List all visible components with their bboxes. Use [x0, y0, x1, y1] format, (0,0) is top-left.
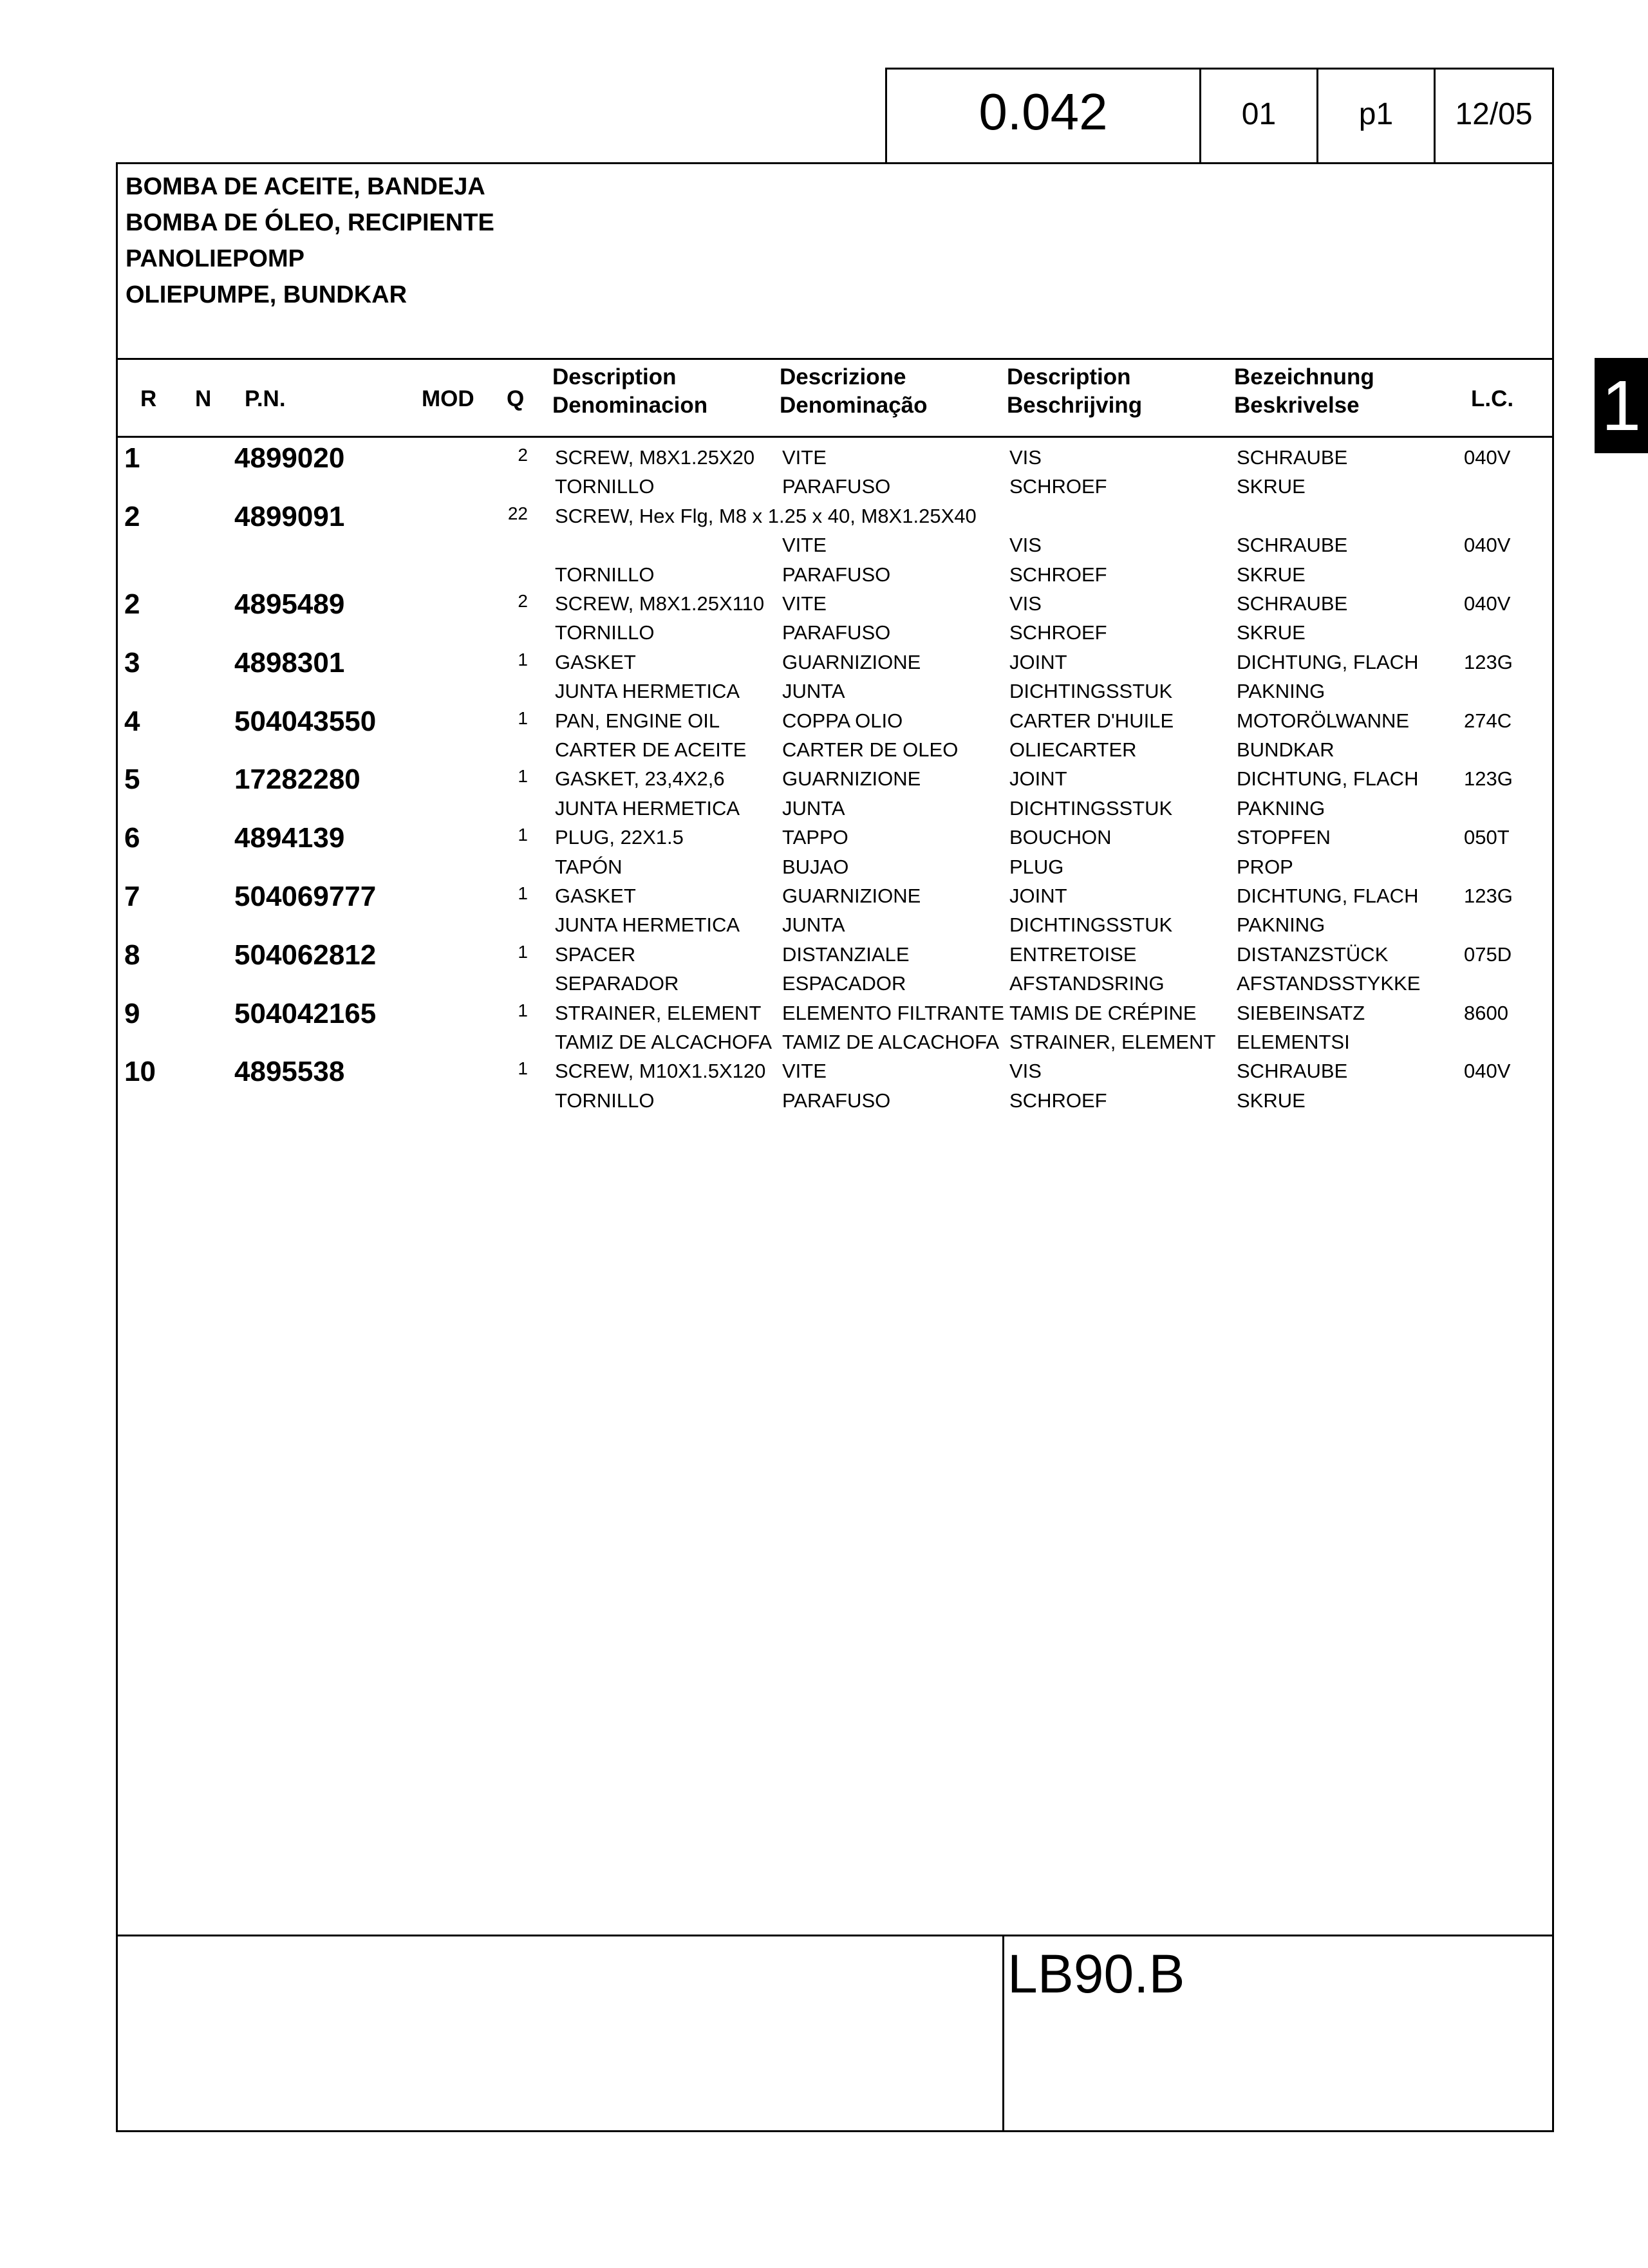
part-number: 504069777	[234, 881, 377, 912]
part-description-line1: COPPA OLIO	[782, 709, 903, 732]
part-quantity: 1	[518, 1058, 528, 1079]
part-quantity: 1	[518, 1000, 528, 1020]
part-description-line2: DICHTINGSSTUK	[1009, 680, 1173, 703]
part-lc: 8600	[1464, 1001, 1508, 1024]
part-description-line2: PROP	[1237, 855, 1293, 878]
header-sheet: 01	[1241, 97, 1277, 131]
part-description-line1: GUARNIZIONE	[782, 767, 921, 791]
part-lc: 040V	[1464, 446, 1511, 469]
part-quantity: 1	[518, 825, 528, 845]
footer-rule	[116, 1935, 1554, 1936]
part-quantity: 22	[507, 503, 528, 523]
part-ref: 4	[124, 705, 140, 737]
part-quantity: 1	[518, 708, 528, 728]
part-description-line2: JUNTA HERMETICA	[555, 680, 740, 703]
part-description-line2: SKRUE	[1237, 1089, 1306, 1112]
part-ref: 6	[124, 822, 140, 854]
part-long-description: SCREW, Hex Flg, M8 x 1.25 x 40, M8X1.25X40	[555, 504, 977, 527]
part-description-line2: JUNTA	[782, 680, 845, 703]
part-description-line2: JUNTA	[782, 914, 845, 937]
part-description-line2: SCHROEF	[1009, 475, 1107, 498]
part-description-line1: VIS	[1009, 1060, 1042, 1083]
part-description-line2: ESPACADOR	[782, 972, 906, 995]
part-description-line2: CARTER DE ACEITE	[555, 738, 747, 761]
part-description-line1: TAMIS DE CRÉPINE	[1009, 1001, 1197, 1024]
part-description-line2: SEPARADOR	[555, 972, 679, 995]
col-desc-it: Descrizione	[780, 364, 906, 389]
part-description-line1: SPACER	[555, 942, 636, 966]
part-description-line2: PLUG	[1009, 855, 1064, 878]
part-description-line2: PARAFUSO	[782, 1089, 891, 1112]
part-description-line2: BUNDKAR	[1237, 738, 1334, 761]
part-lc: 040V	[1464, 534, 1511, 557]
col-desc-da: Beskrivelse	[1234, 393, 1360, 418]
part-description-line1: JOINT	[1009, 767, 1067, 791]
part-description-line1: GUARNIZIONE	[782, 650, 921, 673]
part-number: 504043550	[234, 705, 377, 737]
header-code: 0.042	[979, 83, 1108, 140]
part-description-line1: GASKET	[555, 885, 636, 907]
part-quantity: 2	[518, 591, 528, 611]
part-description-line2: SKRUE	[1237, 621, 1306, 644]
part-description-line1: DICHTUNG, FLACH	[1237, 650, 1419, 673]
col-desc-en: Description	[552, 364, 677, 389]
part-description-line1: ENTRETOISE	[1009, 942, 1137, 966]
part-description-line2: SKRUE	[1237, 563, 1306, 586]
part-number: 4895489	[234, 588, 345, 620]
part-description-line2: SCHROEF	[1009, 1089, 1107, 1112]
part-description-line1: TAPPO	[782, 826, 848, 849]
part-number: 4899020	[234, 442, 345, 474]
part-description-line2: JUNTA HERMETICA	[555, 796, 740, 820]
part-description-line2: DICHTINGSSTUK	[1009, 796, 1173, 820]
title-pt: BOMBA DE ÓLEO, RECIPIENTE	[126, 209, 494, 236]
col-mod: MOD	[422, 386, 474, 411]
section-tab: 1	[1595, 358, 1648, 453]
title-es: BOMBA DE ACEITE, BANDEJA	[126, 173, 485, 200]
part-description-line1: DICHTUNG, FLACH	[1237, 767, 1419, 791]
part-description-line1: STRAINER, ELEMENT	[555, 1001, 762, 1024]
part-quantity: 1	[518, 766, 528, 787]
part-description-line1: GASKET, 23,4X2,6	[555, 767, 725, 791]
part-lc: 040V	[1464, 1060, 1511, 1083]
part-description-line2: PAKNING	[1237, 796, 1325, 820]
footer-divider	[1002, 1935, 1004, 2132]
col-desc-nl: Beschrijving	[1007, 393, 1143, 418]
part-lc: 123G	[1464, 885, 1513, 907]
part-description-line2: CARTER DE OLEO	[782, 738, 959, 761]
part-description-line2: JUNTA	[782, 796, 845, 820]
part-description-line1: VIS	[1009, 534, 1042, 557]
part-description-line2: TORNILLO	[555, 621, 655, 644]
part-description-line2: PARAFUSO	[782, 475, 891, 498]
part-description-line1: DISTANZSTÜCK	[1237, 942, 1389, 966]
part-lc: 123G	[1464, 767, 1513, 791]
part-description-line2: SCHROEF	[1009, 563, 1107, 586]
part-quantity: 1	[518, 883, 528, 903]
column-header-top-rule	[116, 358, 1554, 360]
part-description-line2: AFSTANDSSTYKKE	[1237, 972, 1421, 995]
header-date: 12/05	[1455, 97, 1533, 131]
part-ref: 7	[124, 881, 140, 912]
part-description-line2: JUNTA HERMETICA	[555, 914, 740, 937]
part-description-line2: SKRUE	[1237, 475, 1306, 498]
part-description-line1: SCHRAUBE	[1237, 592, 1348, 615]
part-ref: 3	[124, 646, 140, 679]
part-description-line2: TORNILLO	[555, 475, 655, 498]
part-description-line2: SCHROEF	[1009, 621, 1107, 644]
part-lc: 050T	[1464, 826, 1510, 849]
part-description-line1: VITE	[782, 446, 827, 469]
part-description-line2: ELEMENTSI	[1237, 1031, 1350, 1053]
part-description-line1: GUARNIZIONE	[782, 885, 921, 907]
col-pn: P.N.	[245, 386, 286, 411]
part-description-line1: JOINT	[1009, 885, 1067, 907]
col-q: Q	[507, 386, 525, 411]
part-description-line1: GASKET	[555, 650, 636, 673]
part-description-line2: OLIECARTER	[1009, 738, 1137, 761]
column-header-bottom-rule	[116, 436, 1554, 438]
part-description-line2: PAKNING	[1237, 914, 1325, 937]
col-lc: L.C.	[1471, 386, 1514, 411]
part-ref: 1	[124, 442, 140, 474]
part-description-line1: SCREW, M10X1.5X120	[555, 1060, 766, 1083]
part-description-line1: CARTER D'HUILE	[1009, 709, 1174, 732]
part-description-line2: PAKNING	[1237, 680, 1325, 703]
part-description-line2: TAMIZ DE ALCACHOFA	[555, 1031, 772, 1053]
part-description-line1: SCREW, M8X1.25X20	[555, 446, 755, 469]
part-description-line2: TORNILLO	[555, 1089, 655, 1112]
part-description-line2: PARAFUSO	[782, 563, 891, 586]
part-description-line1: PLUG, 22X1.5	[555, 826, 684, 849]
part-description-line1: ELEMENTO FILTRANTE	[782, 1001, 1005, 1024]
part-description-line2: STRAINER, ELEMENT	[1009, 1031, 1216, 1053]
part-ref: 8	[124, 939, 140, 971]
part-number: 504062812	[234, 939, 377, 971]
col-desc-es: Denominacion	[552, 393, 708, 418]
part-lc: 274C	[1464, 709, 1512, 732]
part-description-line1: DICHTUNG, FLACH	[1237, 885, 1419, 907]
part-description-line1: VITE	[782, 592, 827, 615]
part-ref: 9	[124, 997, 140, 1029]
part-description-line2: PARAFUSO	[782, 621, 891, 644]
part-description-line2: TAMIZ DE ALCACHOFA	[782, 1031, 1000, 1053]
title-da: OLIEPUMPE, BUNDKAR	[126, 281, 407, 308]
col-r: R	[140, 386, 157, 411]
part-ref: 10	[124, 1056, 156, 1088]
part-description-line1: SCHRAUBE	[1237, 446, 1348, 469]
part-description-line1: STOPFEN	[1237, 826, 1331, 849]
col-desc-de: Bezeichnung	[1234, 364, 1374, 389]
part-number: 4899091	[234, 500, 345, 532]
part-lc: 075D	[1464, 942, 1512, 966]
part-quantity: 1	[518, 941, 528, 962]
col-desc-pt: Denominação	[780, 393, 928, 418]
part-description-line1: MOTORÖLWANNE	[1237, 709, 1410, 732]
part-description-line1: JOINT	[1009, 650, 1067, 673]
part-description-line1: SCHRAUBE	[1237, 534, 1348, 557]
part-ref: 5	[124, 764, 140, 796]
part-number: 4895538	[234, 1056, 345, 1088]
part-description-line2: BUJAO	[782, 855, 849, 878]
part-ref: 2	[124, 500, 140, 532]
part-description-line2: TORNILLO	[555, 563, 655, 586]
part-number: 17282280	[234, 764, 360, 796]
part-number: 4894139	[234, 822, 345, 854]
title-nl: PANOLIEPOMP	[126, 245, 304, 272]
part-description-line1: BOUCHON	[1009, 826, 1112, 849]
part-number: 4898301	[234, 646, 345, 679]
header-page: p1	[1358, 97, 1394, 131]
col-desc-fr: Description	[1007, 364, 1131, 389]
part-description-line1: PAN, ENGINE OIL	[555, 709, 720, 732]
part-number: 504042165	[234, 997, 377, 1029]
col-n: N	[195, 386, 212, 411]
part-ref: 2	[124, 588, 140, 620]
part-description-line1: VITE	[782, 1060, 827, 1083]
part-lc: 040V	[1464, 592, 1511, 615]
part-description-line2: AFSTANDSRING	[1009, 972, 1165, 995]
part-lc: 123G	[1464, 650, 1513, 673]
part-quantity: 1	[518, 649, 528, 670]
part-description-line1: VITE	[782, 534, 827, 557]
part-description-line2: DICHTINGSSTUK	[1009, 914, 1173, 937]
part-description-line2: TAPÓN	[555, 855, 623, 878]
part-description-line1: SCREW, M8X1.25X110	[555, 592, 765, 615]
model-code: LB90.B	[1007, 1944, 1185, 2004]
part-description-line1: SIEBEINSATZ	[1237, 1001, 1365, 1024]
part-description-line1: SCHRAUBE	[1237, 1060, 1348, 1083]
part-description-line1: VIS	[1009, 446, 1042, 469]
part-description-line1: DISTANZIALE	[782, 942, 910, 966]
part-quantity: 2	[518, 445, 528, 465]
part-description-line1: VIS	[1009, 592, 1042, 615]
